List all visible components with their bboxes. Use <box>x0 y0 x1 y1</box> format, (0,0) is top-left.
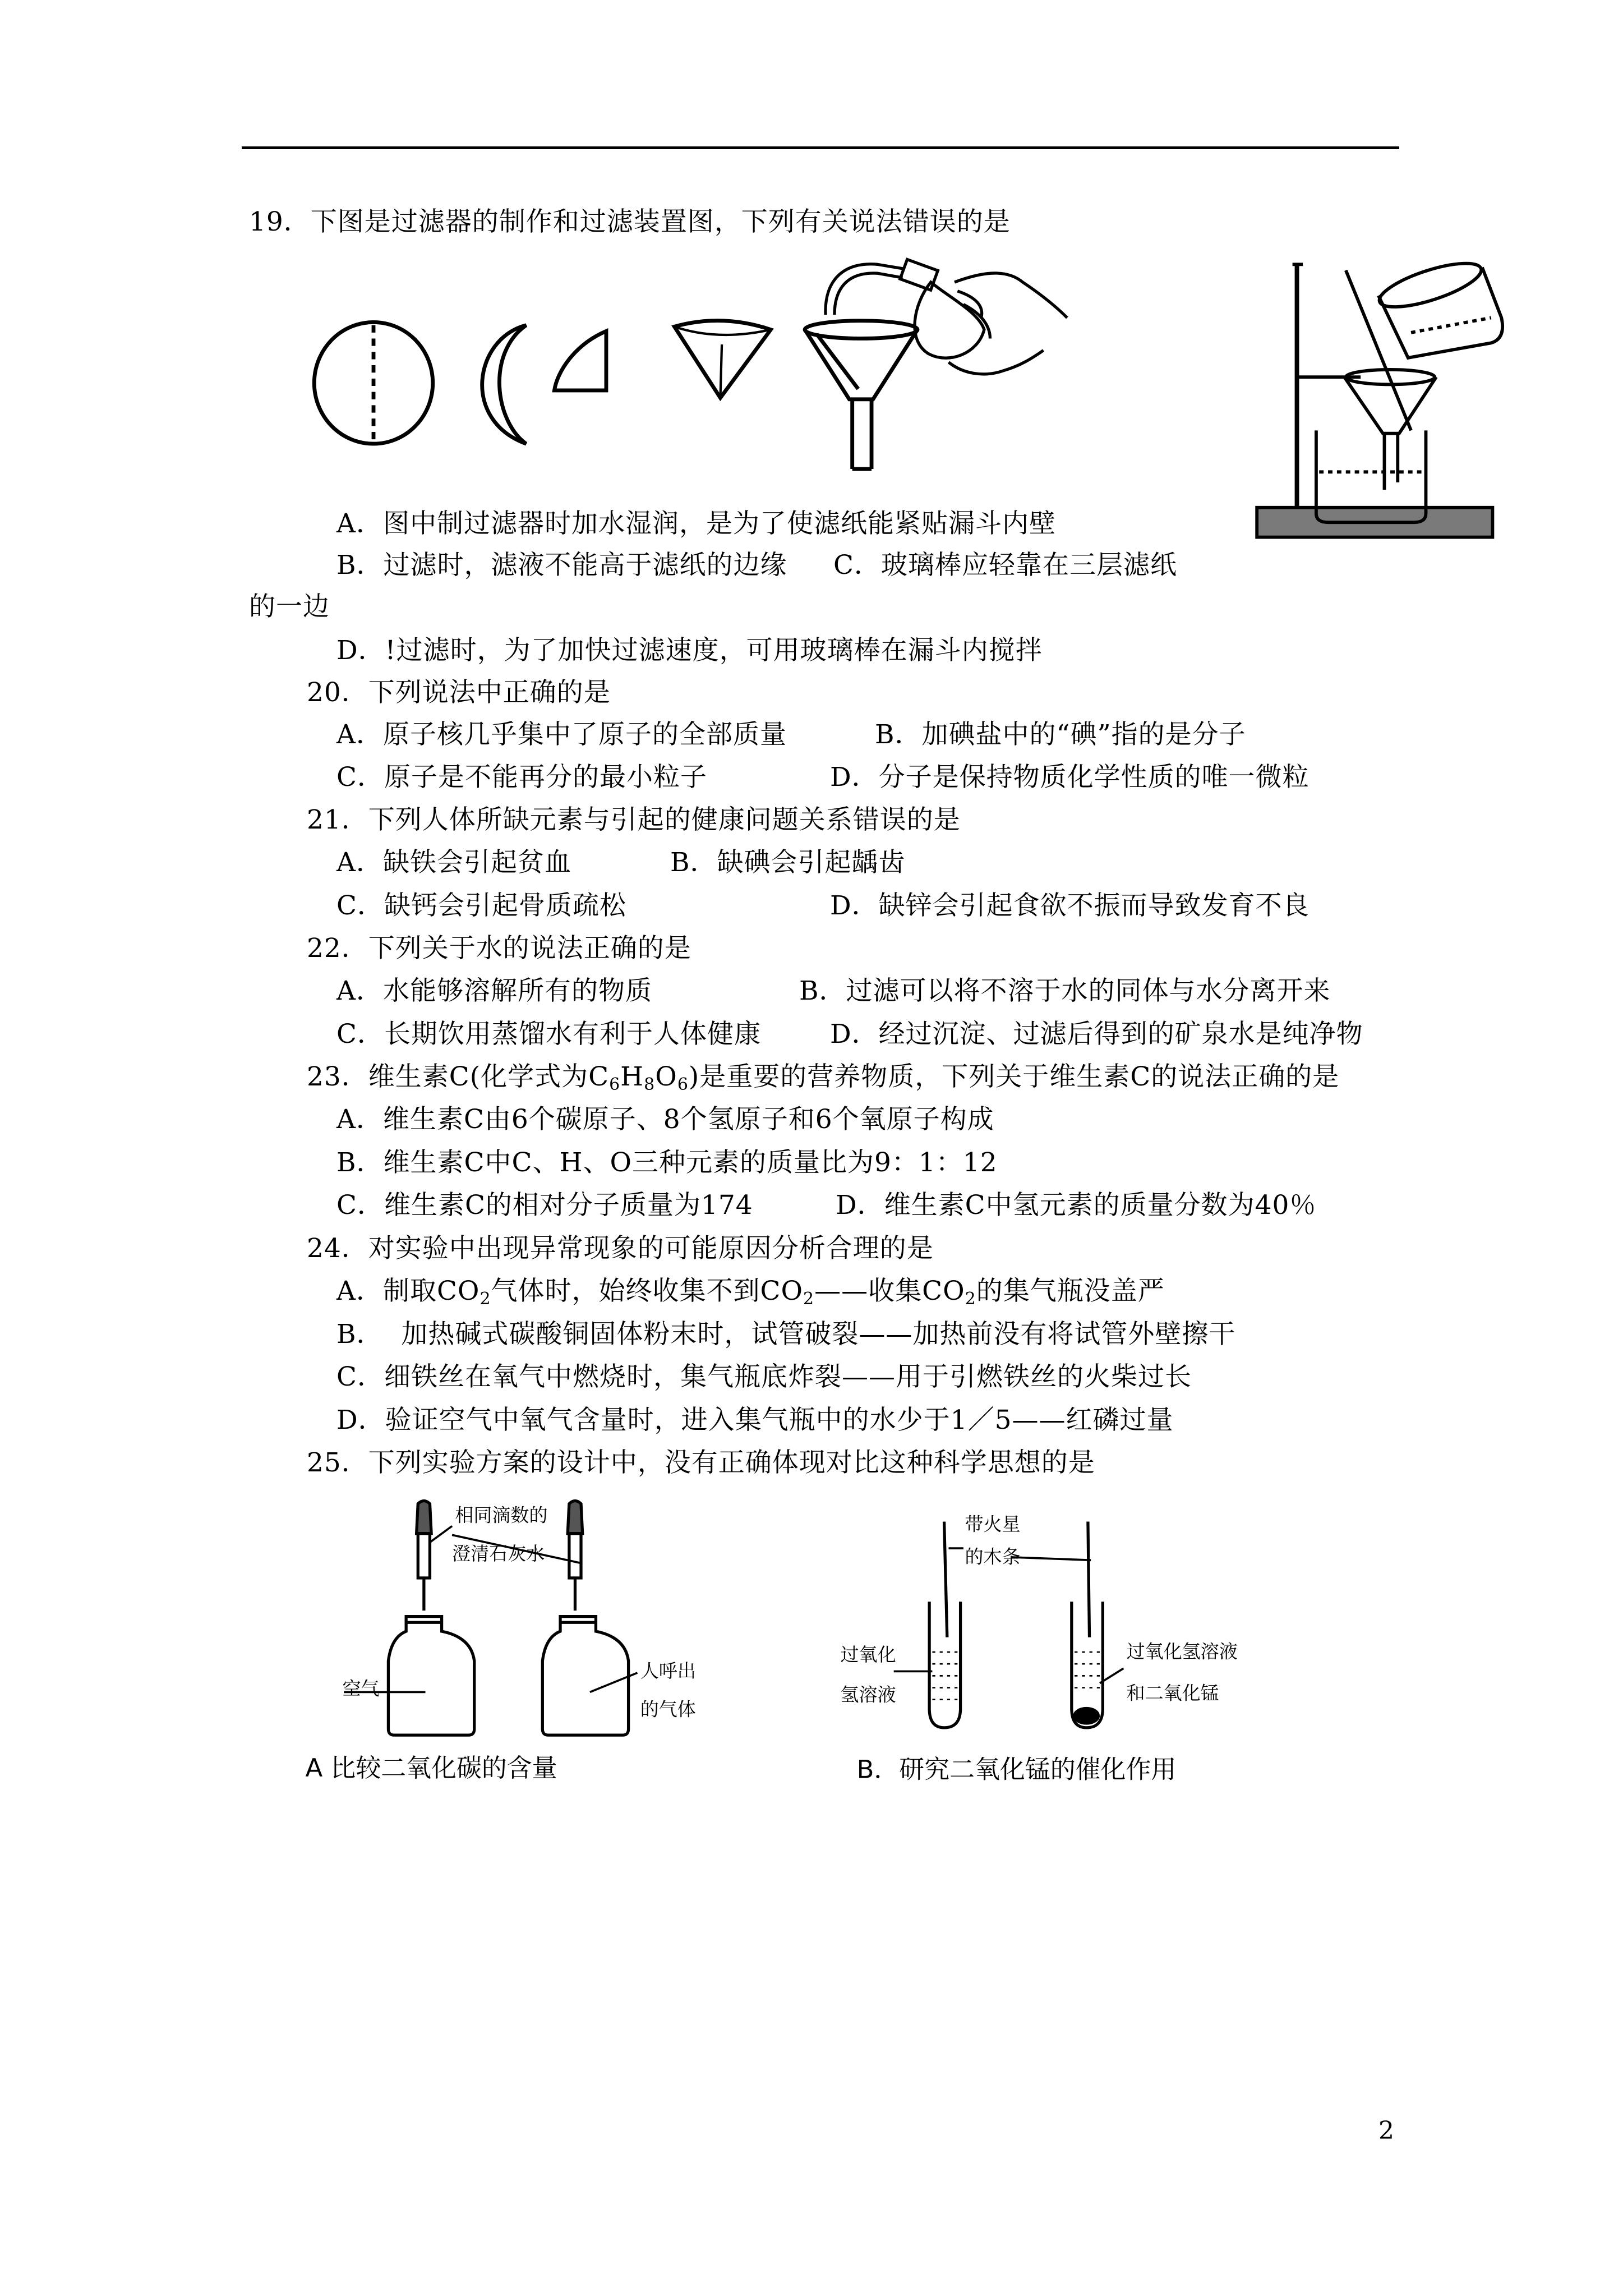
wood-splint-right <box>1088 1522 1090 1637</box>
q24-stem: 24．对实验中出现异常现象的可能原因分析合理的是 <box>307 1233 934 1264</box>
q20-option-b: B．加碘盐中的“碘”指的是分子 <box>875 719 1246 750</box>
figure-a-air-label: 空气 <box>342 1677 380 1700</box>
q21-option-b: B．缺碘会引起龋齿 <box>670 847 906 878</box>
q20-stem: 20．下列说法中正确的是 <box>307 677 611 708</box>
q21-stem: 21．下列人体所缺元素与引起的健康问题关系错误的是 <box>307 804 961 835</box>
q24-option-d: D．验证空气中氧气含量时，进入集气瓶中的水少于1／5——红磷过量 <box>336 1405 1174 1435</box>
q22-option-d: D．经过沉淀、过滤后得到的矿泉水是纯净物 <box>830 1019 1363 1050</box>
figure-b-splint-label-1: 带火星 <box>965 1513 1021 1535</box>
figure-b-splint-label-2: 的木条 <box>965 1545 1021 1568</box>
q19-stem: 19．下图是过滤器的制作和过滤装置图，下列有关说法错误的是 <box>249 206 1011 237</box>
q23-option-d: D．维生素C中氢元素的质量分数为40％ <box>836 1190 1317 1221</box>
q21-option-d: D．缺锌会引起食欲不振而导致发育不良 <box>830 890 1310 921</box>
mno2-powder <box>1075 1709 1098 1723</box>
q22-option-c: C．长期饮用蒸馏水有利于人体健康 <box>336 1019 761 1050</box>
figure-a-dropper-label-1: 相同滴数的 <box>455 1504 548 1526</box>
q20-option-a: A．原子核几乎集中了原子的全部质量 <box>336 719 787 750</box>
q24-option-b: B． 加热碱式碳酸铜固体粉末时，试管破裂——加热前没有将试管外壁擦干 <box>336 1319 1236 1350</box>
figure-a-exhaled-label-1: 人呼出 <box>640 1660 696 1682</box>
figure-a-co2-comparison <box>344 1501 637 1736</box>
q22-option-b: B．过滤可以将不溶于水的同体与水分离开来 <box>799 976 1331 1006</box>
q19-option-b: B．过滤时，滤液不能高于滤纸的边缘 <box>336 550 787 581</box>
gas-bottle-right <box>542 1617 628 1735</box>
q19-option-a: A．图中制过滤器时加水湿润，是为了使滤纸能紧贴漏斗内壁 <box>336 508 1056 539</box>
figure-b-caption: B．研究二氧化锰的催化作用 <box>856 1754 1177 1784</box>
q24-option-a: A．制取$CO_2$气体时，始终收集不到$CO_2——$收集$CO_2$的集气瓶没盖严 <box>336 1276 1165 1309</box>
q25-stem: 25．下列实验方案的设计中，没有正确体现对比这种科学思想的是 <box>307 1447 1095 1478</box>
figure-b-right-label-1: 过氧化氢溶液 <box>1126 1640 1238 1663</box>
figure-b-right-label-2: 和二氧化锰 <box>1126 1682 1219 1704</box>
figure-b-left-label-1: 过氧化 <box>840 1643 896 1665</box>
q23-option-a: A．维生素C由6个碳原子、8个氢原子和6个氧原子构成 <box>336 1104 994 1135</box>
q21-option-a: A．缺铁会引起贫血 <box>336 847 571 878</box>
q24-option-c: C．细铁丝在氧气中燃烧时，集气瓶底炸裂——用于引燃铁丝的火柴过长 <box>336 1361 1192 1392</box>
q19-option-c-continued: 的一边 <box>249 591 330 622</box>
q20-option-c: C．原子是不能再分的最小粒子 <box>336 762 707 793</box>
q23-stem: 23．维生素C(化学式为$C_6H_8O_6$)是重要的营养物质，下列关于维生素C的说法正确的是 <box>307 1061 1340 1094</box>
page-number: 2 <box>1378 2116 1394 2145</box>
q23-option-b: B．维生素C中C、H、O三种元素的质量比为9：1：12 <box>336 1147 998 1178</box>
q23-option-c: C．维生素C的相对分子质量为174 <box>336 1190 753 1221</box>
q19-option-c: C．玻璃棒应轻靠在三层滤纸 <box>833 550 1177 581</box>
q21-option-c: C．缺钙会引起骨质疏松 <box>336 890 626 921</box>
q22-stem: 22．下列关于水的说法正确的是 <box>307 933 691 964</box>
figure-a-caption: A 比较二氧化碳的含量 <box>305 1753 557 1783</box>
figure-a-dropper-label-2: 澄清石灰水 <box>452 1543 545 1565</box>
q20-option-d: D．分子是保持物质化学性质的唯一微粒 <box>830 762 1310 793</box>
q22-option-a: A．水能够溶解所有的物质 <box>336 976 652 1006</box>
dropper-icon-left <box>417 1501 431 1611</box>
wood-splint-left <box>944 1522 947 1637</box>
dropper-icon-right <box>568 1501 582 1611</box>
figure-a-exhaled-label-2: 的气体 <box>640 1698 696 1720</box>
figure-b-left-label-2: 氢溶液 <box>840 1683 896 1706</box>
gas-bottle-left <box>388 1617 474 1735</box>
q19-option-d: D．!过滤时，为了加快过滤速度，可用玻璃棒在漏斗内搅拌 <box>336 635 1043 666</box>
